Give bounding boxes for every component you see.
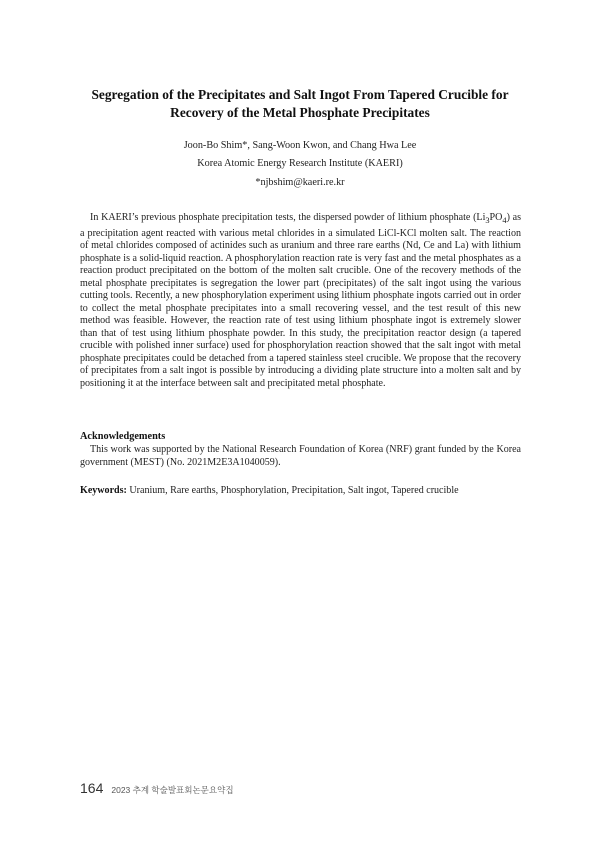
proceedings-title: 2023 추계 학술발표회논문요약집 [111, 785, 234, 795]
corresponding-email: *njbshim@kaeri.re.kr [255, 177, 345, 188]
page-number: 164 [80, 780, 104, 796]
abstract-text-1: In KAERI’s previous phosphate precipitation tests, the dispersed powder of lithium phosphate (Li [90, 212, 486, 223]
page-footer [80, 780, 234, 796]
keywords-line [80, 485, 521, 496]
acknowledgements-heading: Acknowledgements [80, 431, 166, 442]
title-line-1: Segregation of the Precipitates and Salt Ingot From Tapered Crucible for [91, 87, 509, 102]
author-list: Joon-Bo Shim*, Sang-Woon Kwon, and Chang Hwa Lee [183, 140, 417, 151]
title-line-2: Recovery of the Metal Phosphate Precipitates [170, 105, 430, 120]
abstract-subscript-2: 4 [502, 216, 507, 225]
paper-title [70, 86, 530, 122]
acknowledgements-text: This work was supported by the National Research Foundation of Korea (NRF) grant funded by the Korea government (MEST) (No. 2021M2E3A1040059). [80, 444, 521, 468]
abstract-paragraph [80, 212, 521, 390]
keywords-label: Keywords: [80, 485, 127, 496]
abstract-text-2: PO [489, 212, 503, 223]
abstract-text-3: ) as a precipitation agent reacted with various metal chlorides in a simulated LiCl-KCl molten salt. The reaction of metal chlorides composed of actinides such as uranium and three rare earths (Nd, Ce and La) with lithium phosphate is a solid-liquid reaction. A phosphorylation reaction rate is very fast and the metal phosphates as a reaction product precipitated on the bottom of the molten salt crucible. One of the recovery methods of the metal phosphate precipitates is segregation the lower part (precipitates) of the salt ingot using the various cutting tools. Recently, a new phosphorylation experiment using lithium phosphate ingots carried out in order to collect the metal phosphate precipitates into a small recovering vessel, and the test result of this new method was feasible. However, the reaction rate of test using lithium phosphate ingot is extremely slower than that of test using lithium phosphate powder. In this study, the precipitation reactor design (a tapered crucible with polished inner surface) used for phosphorylation reaction showed that the salt ingot with metal phosphate precipitates could be detached from a tapered stainless steel crucible. We propose that the recovery of precipitates from a salt ingot is possible by introducing a dividing plate structure into a molten salt and by positioning it at the interface between salt and precipitated metal phosphate. [80, 212, 521, 389]
keywords-text: Uranium, Rare earths, Phosphorylation, Precipitation, Salt ingot, Tapered crucible [126, 485, 459, 496]
affiliation: Korea Atomic Energy Research Institute (KAERI) [197, 158, 403, 169]
abstract-subscript-1: 3 [485, 216, 490, 225]
